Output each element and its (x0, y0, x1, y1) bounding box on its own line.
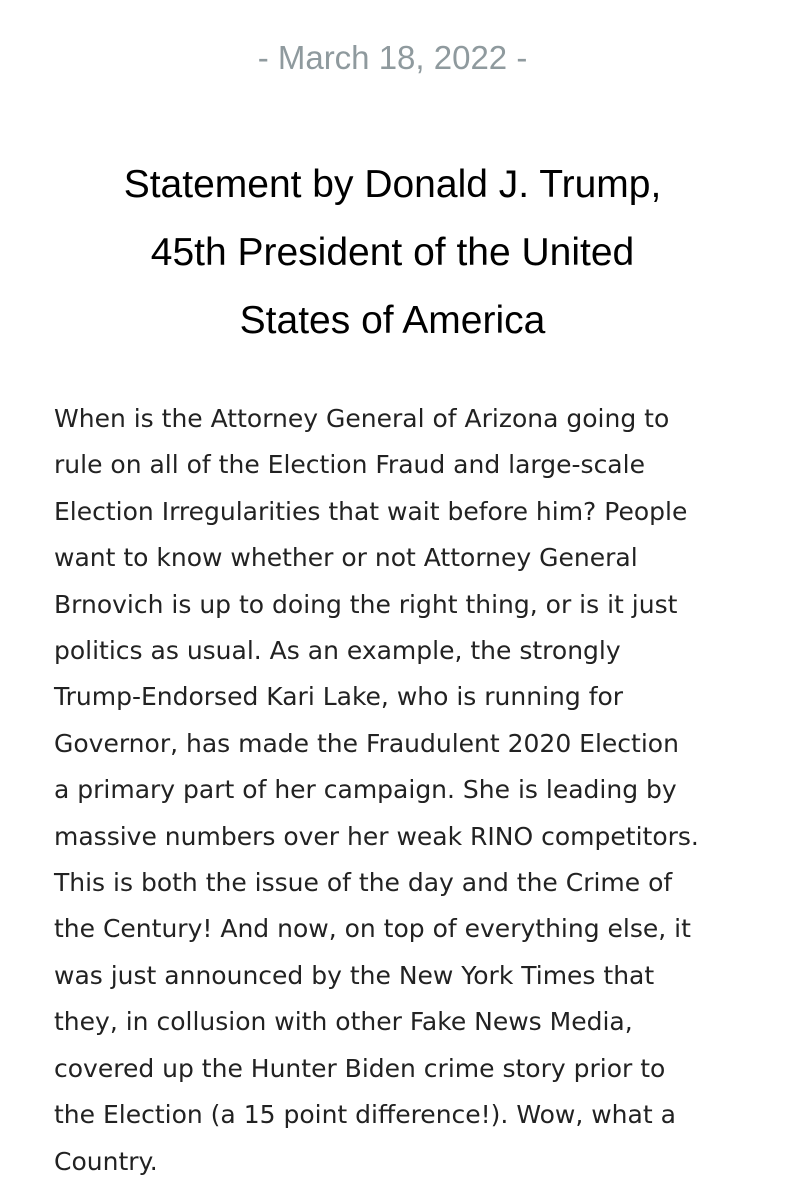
body-line: a primary part of her campaign. She is leading by (54, 775, 677, 805)
body-line: Governor, has made the Fraudulent 2020 Election (54, 728, 679, 758)
statement-body (54, 396, 774, 1185)
body-line: When is the Attorney General of Arizona going to (54, 404, 670, 433)
body-line: Brnovich is up to doing the right thing, or is it just (54, 589, 678, 619)
body-line: Trump-Endorsed Kari Lake, who is running for (54, 682, 624, 712)
title-line: States of America (239, 299, 546, 342)
title-line: 45th President of the United (150, 231, 635, 274)
body-line: This is both the issue of the day and the Crime of (54, 868, 673, 898)
title-line: Statement by Donald J. Trump, (123, 163, 662, 206)
statement-date: - March 18, 2022 - (257, 39, 528, 76)
statement-title (40, 151, 745, 355)
body-line: the Election (a 15 point difference!). Wow, what a (54, 1100, 676, 1130)
body-line: was just announced by the New York Times that (54, 960, 655, 990)
body-line: want to know whether or not Attorney General (54, 543, 638, 573)
body-line: the Century! And now, on top of everything else, it (54, 914, 691, 944)
body-line: they, in collusion with other Fake News Media, (54, 1007, 633, 1037)
body-line: massive numbers over her weak RINO competitors. (54, 821, 699, 851)
body-line: Election Irregularities that wait before him? People (54, 496, 688, 526)
body-line: covered up the Hunter Biden crime story prior to (54, 1053, 666, 1083)
body-line: Country. (54, 1146, 158, 1176)
body-line: politics as usual. As an example, the strongly (54, 636, 621, 666)
body-line: rule on all of the Election Fraud and large-scale (54, 450, 645, 480)
